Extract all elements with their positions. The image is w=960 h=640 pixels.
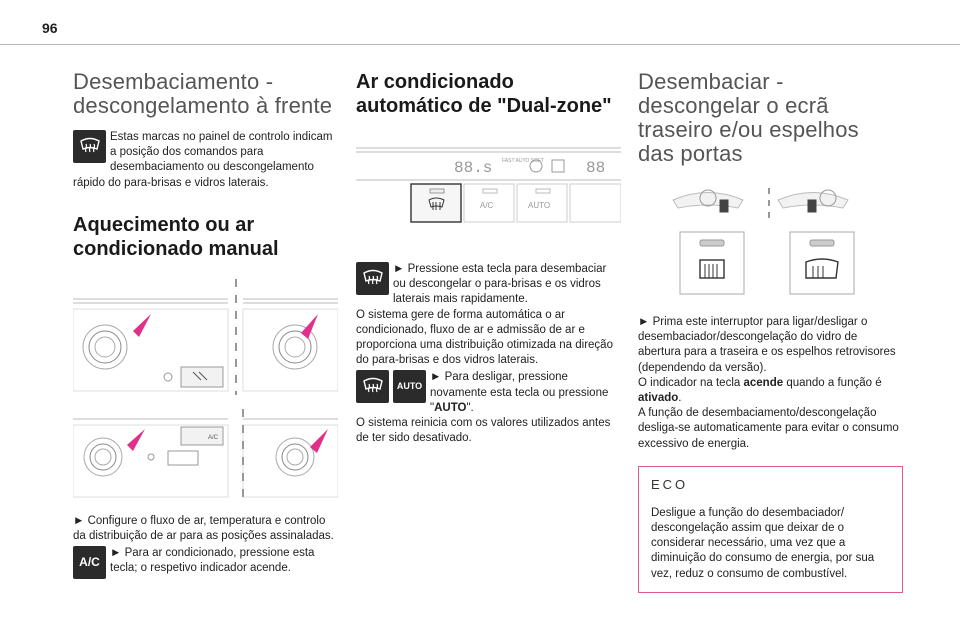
- manual-panel-figure: [73, 269, 338, 504]
- dual-zone-instruction-1: ► Pressione esta tecla para desembaciar ou descongelar o para-brisas e os vidros laterais mais rapidamente.: [393, 263, 607, 306]
- arrow-3: [127, 429, 145, 451]
- dual-zone-block-1: [356, 262, 621, 308]
- rear-demist-text-2c: .: [678, 392, 682, 405]
- subtitle-manual: Aquecimento ou ar condicionado manual: [73, 213, 279, 260]
- rear-demist-text-2: [638, 376, 903, 406]
- column-rear-demist: [638, 70, 903, 593]
- intro-block: [73, 130, 338, 191]
- dual-zone-text-2: O sistema gere de forma automática o ar condicionado, fluxo de ar e admissão de ar e proporciona uma distribuição otimizada na direção do para-brisas e dos vidros laterais.: [356, 308, 613, 367]
- arrow-1: [133, 314, 151, 337]
- manual-panel-illustration: [73, 269, 338, 504]
- manual-instruction-1: ► Configure o fluxo de ar, temperatura e controlo da distribuição de ar para as posições assinaladas.: [73, 514, 334, 543]
- section-title-dual-zone: Ar condicionado automático de "Dual-zone": [356, 71, 612, 117]
- display-left: 88.s: [454, 159, 493, 177]
- eco-box: [638, 466, 903, 593]
- rear-demist-figure: [638, 180, 903, 315]
- manual-instruction-2: ► Para ar condicionado, pressione esta tecla; o respetivo indicador acende.: [110, 547, 315, 575]
- section-title-front-demist: Desembaciamento - descongelamento à frente: [73, 69, 333, 118]
- panel-auto-button: AUTO: [528, 201, 551, 210]
- ac-block: [73, 546, 338, 576]
- dual-zone-panel-illustration: [356, 142, 621, 232]
- rear-demist-text-2-bold1: acende: [743, 376, 784, 389]
- auto-icon: AUTO: [393, 370, 426, 403]
- rear-demist-text-2a: O indicador na tecla: [638, 376, 744, 389]
- windscreen-defrost-icon-2: [356, 262, 389, 295]
- rear-demist-instruction-1: ► Prima este interruptor para ligar/desligar o desembaciador/descongelação do vidro de abertura para a traseira e os espelhos retrovisores (dependendo da versão).: [638, 316, 896, 374]
- display-mode: FAST AUTO SOFT: [502, 158, 545, 164]
- intro-text: Estas marcas no painel de controlo indicam a posição dos comandos para desembaciamento ou descongelamento rápido do para-brisas e vidros laterais.: [73, 131, 333, 189]
- column-dual-zone: [356, 70, 621, 446]
- dual-zone-instruction-3b: ".: [466, 401, 474, 414]
- rear-demist-text-3: A função de desembaciamento/descongelação desliga-se automaticamente para evitar o consumo excessivo de energia.: [638, 407, 899, 450]
- dual-zone-panel-figure: [356, 142, 621, 232]
- dual-zone-text-4: O sistema reinicia com os valores utilizados antes de ter sido desativado.: [356, 417, 611, 445]
- panel-ac-label: A/C: [208, 434, 219, 441]
- section-title-rear-demist: Desembaciar - descongelar o ecrã traseiro e/ou espelhos das portas: [638, 69, 859, 166]
- dual-zone-instruction-3a: ► Para desligar, pressione novamente esta tecla ou pressione ": [430, 371, 609, 414]
- rear-demist-text-2b: quando a função é: [783, 376, 882, 389]
- dual-zone-block-3: [356, 370, 621, 416]
- windscreen-defrost-icon: [73, 130, 106, 163]
- eco-title: ECO: [651, 476, 689, 492]
- eco-text: Desligue a função do desembaciador/ descongelação assim que deixar de o considerar necessário, uma vez que a diminuição do consumo de energia, por sua vez, reduz o consumo de combustível.: [651, 506, 875, 580]
- panel-ac-button: A/C: [480, 201, 494, 210]
- ac-icon: A/C: [73, 546, 106, 579]
- windscreen-defrost-icon-3: [356, 370, 389, 403]
- column-front-demist: [73, 70, 338, 581]
- page-number: 96: [42, 20, 58, 36]
- dual-zone-instruction-3-bold: AUTO: [434, 401, 467, 414]
- rear-demist-illustration: [638, 180, 903, 315]
- display-right: 88: [586, 159, 606, 177]
- header-divider: [0, 44, 960, 45]
- rear-demist-text-2-bold2: ativado: [638, 392, 679, 405]
